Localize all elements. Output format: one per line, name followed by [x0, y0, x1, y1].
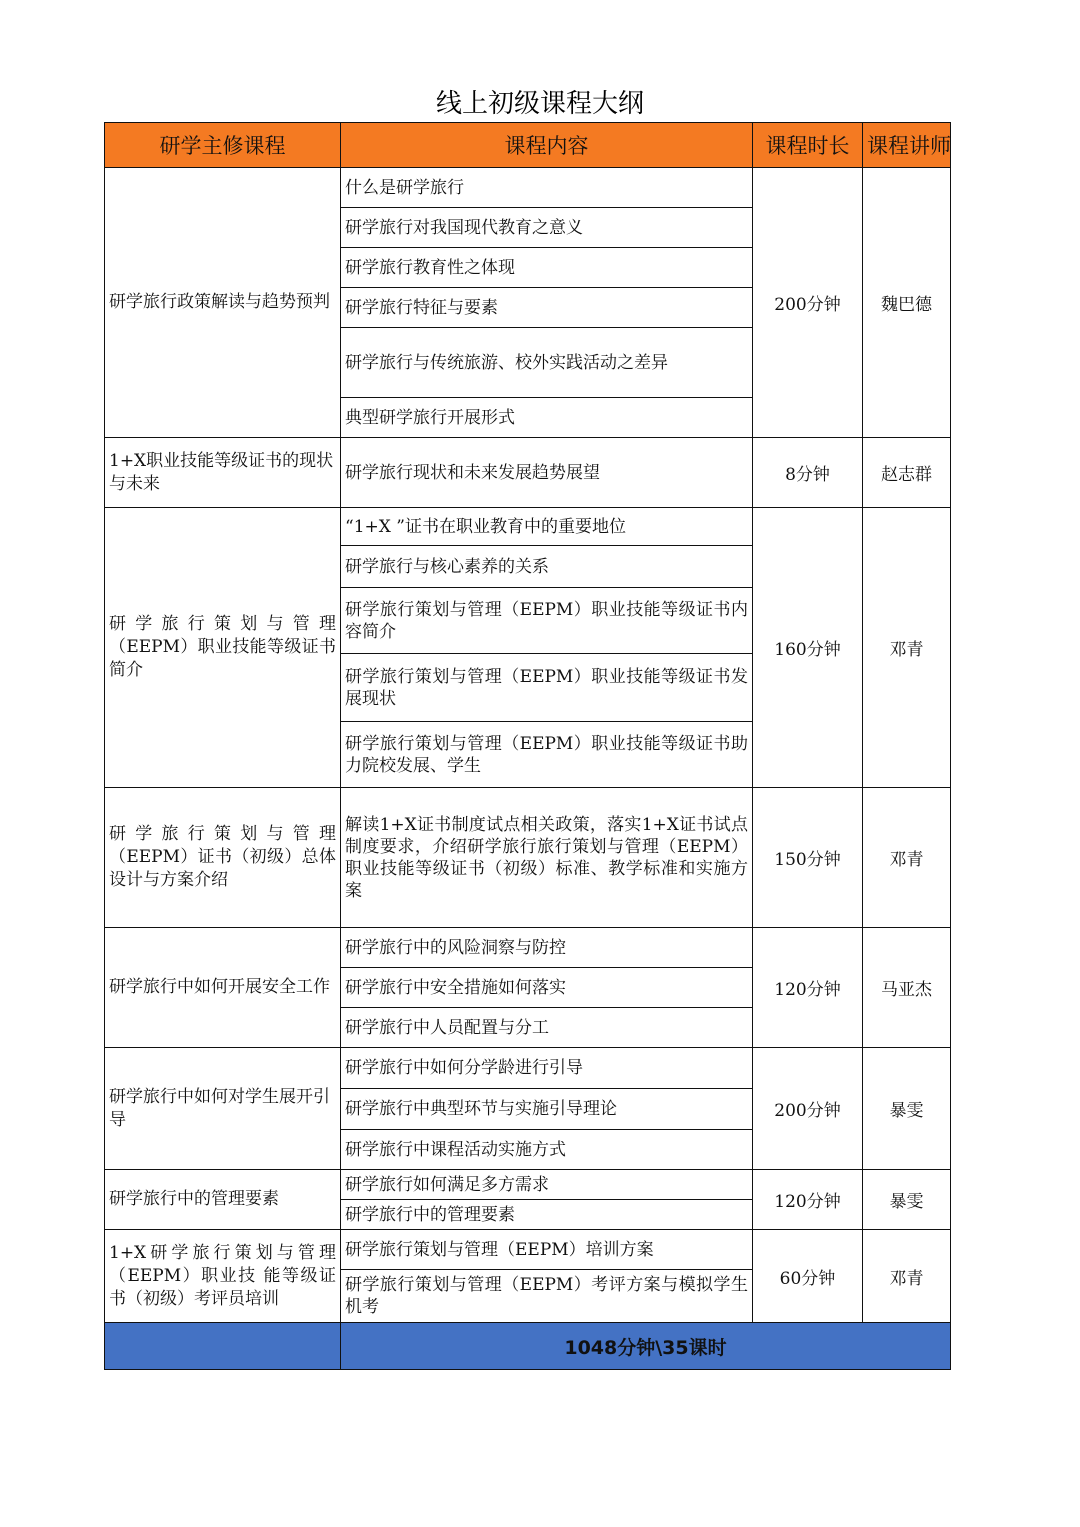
content-item: 研学旅行策划与管理（EEPM）职业技能等级证书内容简介 — [341, 588, 753, 654]
total-blank-cell — [105, 1323, 341, 1370]
course-duration: 160分钟 — [753, 508, 863, 788]
table-row — [105, 1230, 951, 1270]
content-item: 研学旅行策划与管理（EEPM）职业技能等级证书发展现状 — [341, 654, 753, 722]
content-item: 研学旅行与核心素养的关系 — [341, 546, 753, 588]
course-name: 研学旅行政策解读与趋势预判 — [105, 168, 341, 438]
content-item: “1+X ”证书在职业教育中的重要地位 — [341, 508, 753, 546]
total-row — [105, 1323, 951, 1370]
course-lecturer: 邓青 — [863, 508, 951, 788]
header-duration: 课程时长 — [753, 123, 863, 168]
course-lecturer: 暴雯 — [863, 1170, 951, 1230]
content-item: 研学旅行中的风险洞察与防控 — [341, 928, 753, 968]
page-title: 线上初级课程大纲 — [435, 89, 644, 119]
course-name: 研学旅行策划与管理（EEPM）职业技能等级证书简介 — [105, 508, 341, 788]
content-item: 什么是研学旅行 — [341, 168, 753, 208]
course-name: 研学旅行中如何对学生展开引导 — [105, 1048, 341, 1170]
course-name: 研学旅行中的管理要素 — [105, 1170, 341, 1230]
content-item: 研学旅行教育性之体现 — [341, 248, 753, 288]
table-row — [105, 788, 951, 928]
content-item: 研学旅行中典型环节与实施引导理论 — [341, 1089, 753, 1130]
content-item: 研学旅行中如何分学龄进行引导 — [341, 1048, 753, 1089]
content-item: 研学旅行策划与管理（EEPM）培训方案 — [341, 1230, 753, 1270]
header-lecturer: 课程讲师 — [863, 123, 951, 168]
content-item: 研学旅行中的管理要素 — [341, 1200, 753, 1230]
course-duration: 8分钟 — [753, 438, 863, 508]
course-lecturer: 暴雯 — [863, 1048, 951, 1170]
content-item: 研学旅行如何满足多方需求 — [341, 1170, 753, 1200]
total-summary: 1048分钟\35课时 — [341, 1323, 951, 1370]
course-lecturer: 邓青 — [863, 788, 951, 928]
course-name: 1+X职业技能等级证书的现状与未来 — [105, 438, 341, 508]
content-item: 研学旅行策划与管理（EEPM）考评方案与模拟学生机考 — [341, 1270, 753, 1323]
content-item: 研学旅行对我国现代教育之意义 — [341, 208, 753, 248]
course-lecturer: 马亚杰 — [863, 928, 951, 1048]
content-item: 研学旅行特征与要素 — [341, 288, 753, 328]
table-row — [105, 508, 951, 546]
table-row — [105, 928, 951, 968]
syllabus-table — [104, 122, 951, 1370]
header-course: 研学主修课程 — [105, 123, 341, 168]
course-name: 研学旅行中如何开展安全工作 — [105, 928, 341, 1048]
table-row — [105, 168, 951, 208]
content-item: 研学旅行策划与管理（EEPM）职业技能等级证书助力院校发展、学生 — [341, 722, 753, 788]
course-name: 研学旅行策划与管理（EEPM）证书（初级）总体设计与方案介绍 — [105, 788, 341, 928]
content-item: 典型研学旅行开展形式 — [341, 398, 753, 438]
course-duration: 200分钟 — [753, 1048, 863, 1170]
course-duration: 60分钟 — [753, 1230, 863, 1323]
content-item: 解读1+X证书制度试点相关政策，落实1+X证书试点制度要求，介绍研学旅行旅行策划与管理（EEPM）职业技能等级证书（初级）标准、教学标准和实施方案 — [341, 788, 753, 928]
course-duration: 120分钟 — [753, 928, 863, 1048]
header-row — [105, 123, 951, 168]
table-row — [105, 438, 951, 508]
course-duration: 120分钟 — [753, 1170, 863, 1230]
content-item: 研学旅行与传统旅游、校外实践活动之差异 — [341, 328, 753, 398]
course-duration: 200分钟 — [753, 168, 863, 438]
course-duration: 150分钟 — [753, 788, 863, 928]
content-item: 研学旅行中课程活动实施方式 — [341, 1130, 753, 1170]
course-name: 1+X研学旅行策划与管理（EEPM）职业技 能等级证书（初级）考评员培训 — [105, 1230, 341, 1323]
course-lecturer: 邓青 — [863, 1230, 951, 1323]
table-row — [105, 1048, 951, 1089]
course-lecturer: 魏巴德 — [863, 168, 951, 438]
table-row — [105, 1170, 951, 1200]
content-item: 研学旅行中人员配置与分工 — [341, 1008, 753, 1048]
content-item: 研学旅行中安全措施如何落实 — [341, 968, 753, 1008]
content-item: 研学旅行现状和未来发展趋势展望 — [341, 438, 753, 508]
header-content: 课程内容 — [341, 123, 753, 168]
course-lecturer: 赵志群 — [863, 438, 951, 508]
